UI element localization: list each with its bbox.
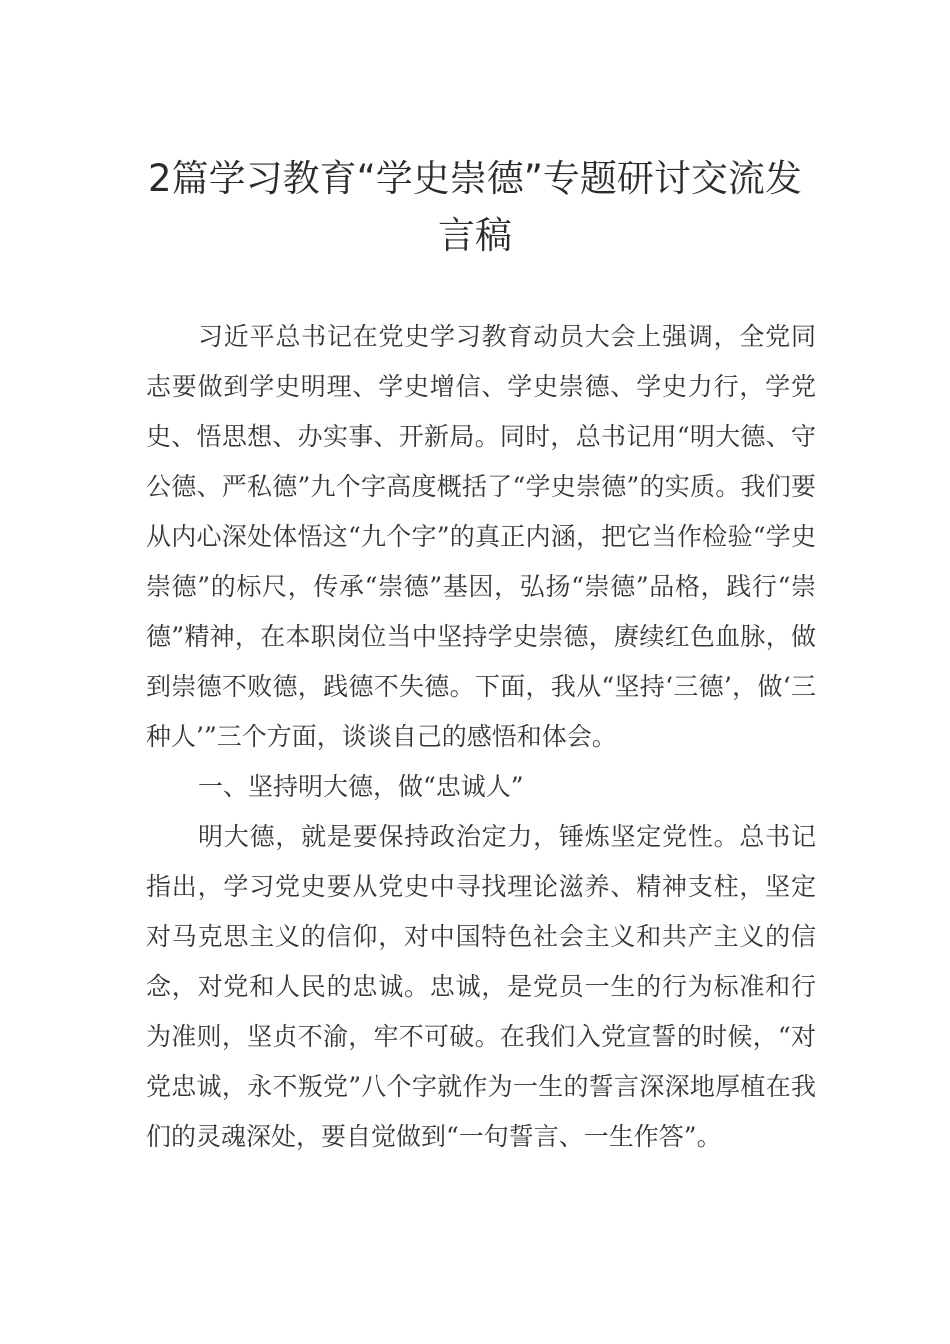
document-title: 2篇学习教育“学史崇德”专题研讨交流发言稿 <box>148 157 802 257</box>
paragraph-section-1: 明大德，就是要保持政治定力，锤炼坚定党性。总书记指出，学习党史要从党史中寻找理论滋养、精神支柱，坚定对马克思主义的信仰，对中国特色社会主义和共产主义的信念，对党和人民的忠诚。忠诚，是党员一生的行为标准和行为准则，坚贞不渝，牢不可破。在我们入党宣誓的时候，“对党忠诚，永不叛党”八个字就作为一生的誓言深深地厚植在我们的灵魂深处，要自觉做到“一句誓言、一生作答”。 <box>146 822 816 1151</box>
paragraph-intro: 习近平总书记在党史学习教育动员大会上强调，全党同志要做到学史明理、学史增信、学史崇德、学史力行，学党史、悟思想、办实事、开新局。同时，总书记用“明大德、守公德、严私德”九个字高度概括了“学史崇德”的实质。我们要从内心深处体悟这“九个字”的真正内涵，把它当作检验“学史崇德”的标尺，传承“崇德”基因，弘扬“崇德”品格，践行“崇德”精神，在本职岗位当中坚持学史崇德，赓续红色血脉，做到崇德不败德，践德不失德。下面，我从“坚持‘三德’，做‘三种人’”三个方面，谈谈自己的感悟和体会。 <box>146 322 816 751</box>
section-heading-1: 一、坚持明大德，做“忠诚人” <box>198 772 524 801</box>
document-body <box>146 312 816 1162</box>
